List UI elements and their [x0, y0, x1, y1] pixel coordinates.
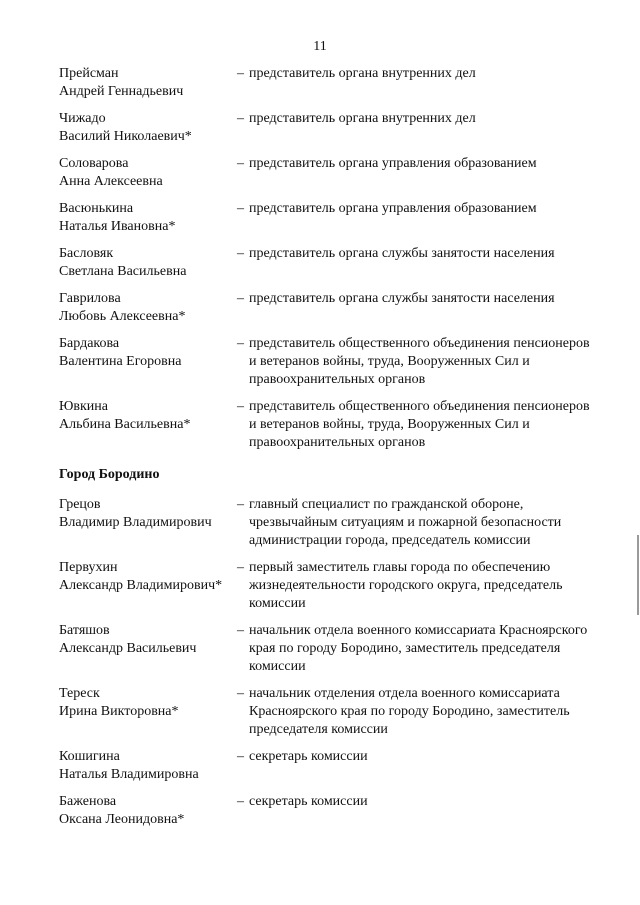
- member-entry: [59, 793, 599, 829]
- member-name: [59, 622, 237, 676]
- member-group: [59, 65, 599, 452]
- member-surname: Соловарова: [59, 156, 129, 171]
- member-name: [59, 155, 237, 191]
- member-surname: Басловяк: [59, 246, 114, 261]
- member-entry: [59, 496, 599, 550]
- member-given-names: Андрей Геннадьевич: [59, 84, 184, 99]
- member-given-names: Оксана Леонидовна*: [59, 812, 185, 827]
- member-entry: [59, 245, 599, 281]
- member-role: – представитель органа управления образованием: [237, 200, 599, 236]
- scan-edge-mark: [637, 535, 639, 615]
- member-entry: [59, 290, 599, 326]
- member-surname: Бардакова: [59, 336, 120, 351]
- member-entry: [59, 335, 599, 389]
- member-name: [59, 496, 237, 550]
- member-given-names: Александр Владимирович*: [59, 578, 223, 593]
- member-role: – секретарь комиссии: [237, 793, 599, 829]
- member-role: – представитель общественного объединения пенсионеров и ветеранов войны, труда, Вооруженных Сил и правоохранительных органов: [237, 398, 599, 452]
- member-role: – первый заместитель главы города по обеспечению жизнедеятельности городского округа, председатель комиссии: [237, 559, 599, 613]
- member-role: – представитель органа управления образованием: [237, 155, 599, 191]
- member-role: – представитель органа внутренних дел: [237, 110, 599, 146]
- member-given-names: Наталья Ивановна*: [59, 219, 176, 234]
- commission-member-list: [59, 65, 599, 838]
- member-surname: Прейсман: [59, 66, 119, 81]
- member-role: – представитель органа службы занятости населения: [237, 290, 599, 326]
- member-name: [59, 200, 237, 236]
- member-entry: [59, 748, 599, 784]
- member-role: – главный специалист по гражданской обороне, чрезвычайным ситуациям и пожарной безопасности администрации города, председатель комиссии: [237, 496, 599, 550]
- member-name: [59, 65, 237, 101]
- member-name: [59, 748, 237, 784]
- member-surname: Первухин: [59, 560, 118, 575]
- member-given-names: Анна Алексеевна: [59, 174, 163, 189]
- member-surname: Грецов: [59, 497, 101, 512]
- member-name: [59, 793, 237, 829]
- member-surname: Баженова: [59, 794, 117, 809]
- member-entry: [59, 622, 599, 676]
- member-name: [59, 398, 237, 452]
- member-surname: Кошигина: [59, 749, 120, 764]
- section-heading: Город Бородино: [59, 467, 160, 482]
- member-given-names: Владимир Владимирович: [59, 515, 212, 530]
- member-given-names: Альбина Васильевна*: [59, 417, 191, 432]
- member-entry: [59, 685, 599, 739]
- member-entry: [59, 110, 599, 146]
- member-entry: [59, 398, 599, 452]
- member-surname: Гаврилова: [59, 291, 121, 306]
- member-role: – начальник отделения отдела военного комиссариата Красноярского края по городу Бородино, заместитель председателя комиссии: [237, 685, 599, 739]
- member-surname: Васюнькина: [59, 201, 134, 216]
- member-role: – начальник отдела военного комиссариата Красноярского края по городу Бородино, заместитель председателя комиссии: [237, 622, 599, 676]
- page-number: 11: [313, 39, 327, 54]
- member-name: [59, 245, 237, 281]
- member-given-names: Валентина Егоровна: [59, 354, 182, 369]
- member-name: [59, 559, 237, 613]
- member-given-names: Светлана Васильевна: [59, 264, 187, 279]
- member-name: [59, 335, 237, 389]
- member-entry: [59, 559, 599, 613]
- member-given-names: Любовь Алексеевна*: [59, 309, 186, 324]
- member-entry: [59, 155, 599, 191]
- member-given-names: Александр Васильевич: [59, 641, 197, 656]
- member-entry: [59, 200, 599, 236]
- member-name: [59, 290, 237, 326]
- member-group: [59, 496, 599, 829]
- member-role: – секретарь комиссии: [237, 748, 599, 784]
- member-given-names: Наталья Владимировна: [59, 767, 199, 782]
- member-name: [59, 685, 237, 739]
- member-given-names: Ирина Викторовна*: [59, 704, 179, 719]
- member-name: [59, 110, 237, 146]
- member-surname: Ювкина: [59, 399, 108, 414]
- member-role: – представитель органа внутренних дел: [237, 65, 599, 101]
- member-role: – представитель органа службы занятости населения: [237, 245, 599, 281]
- member-entry: [59, 65, 599, 101]
- member-surname: Батяшов: [59, 623, 110, 638]
- member-role: – представитель общественного объединения пенсионеров и ветеранов войны, труда, Вооруженных Сил и правоохранительных органов: [237, 335, 599, 389]
- member-given-names: Василий Николаевич*: [59, 129, 192, 144]
- member-surname: Чижадо: [59, 111, 106, 126]
- member-surname: Тереск: [59, 686, 100, 701]
